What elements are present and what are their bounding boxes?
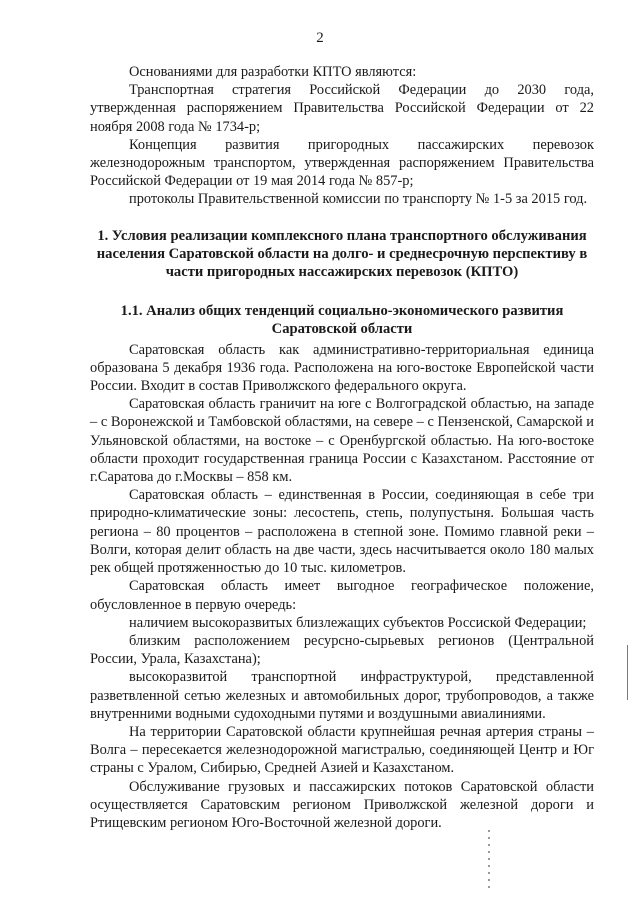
- scan-edge-mark: [627, 645, 628, 700]
- body-paragraph: Саратовская область как административно-территориальная единица образована 5 декабря 1936 года. Расположена на юго-востоке Европейской части России. Входит в состав Приволжского федерального округа.: [90, 341, 594, 395]
- body-paragraph: Саратовская область имеет выгодное географическое положение, обусловленное в первую очередь:: [90, 578, 594, 613]
- section-heading: 1. Условия реализации комплексного плана транспортного обслуживания населения Саратовской области на долго- и среднесрочную перспективу в части пригородных нассажирских перевозок (КПТО): [96, 227, 588, 281]
- page-body: [90, 63, 594, 832]
- body-paragraph: Саратовская область – единственная в России, соединяющая в себе три природно-климатические зоны: лесостепь, степь, полупустыня. Большая часть региона – 80 процентов – расположена в степной зоне. Помимо главной реки – Волги, которая делит область на две части, здесь насчитывается около 180 малых рек общей протяженностью до 10 тыс. километров.: [90, 487, 594, 577]
- basis-item: Концепция развития пригородных пассажирских перевозок железнодорожным транспортом, утвержденная распоряжением Правительства Российской Федерации от 19 мая 2014 года № 857-р;: [90, 136, 594, 190]
- scan-dots: [488, 830, 490, 890]
- subsection-heading: 1.1. Анализ общих тенденций социально-экономического развития Саратовской области: [120, 302, 564, 338]
- body-paragraph: Обслуживание грузовых и пассажирских потоков Саратовской области осуществляется Саратовским регионом Приволжской железной дороги и Ртищевским регионом Юго-Восточной железной дороги.: [90, 778, 594, 831]
- body-paragraph: Саратовская область граничит на юге с Волгоградской областью, на западе – с Воронежской и Тамбовской областями, на севере – с Пензенской, Самарской и Ульяновской областями, на востоке – с Оренбургской областью. На юго-востоке области проходит государственная граница России с Казахстаном. Расстояние от г.Саратова до г.Москвы – 858 км.: [90, 396, 594, 486]
- basis-item: протоколы Правительственной комиссии по транспорту № 1-5 за 2015 год.: [129, 191, 588, 208]
- list-item: близким расположением ресурсно-сырьевых регионов (Центральной России, Урала, Казахстана);: [90, 632, 594, 668]
- body-paragraph: На территории Саратовской области крупнейшая речная артерия страны – Волга – пересекается железнодорожной магистралью, соединяющей Центр и Юг страны с Уралом, Сибирью, Средней Азией и Казахстаном.: [90, 723, 594, 777]
- basis-item: Транспортная стратегия Российской Федерации до 2030 года, утвержденная распоряжением Правительства Российской Федерации от 22 ноября 2008 года № 1734-р;: [90, 82, 594, 135]
- bases-intro: Основаниями для разработки КПТО являются:: [129, 64, 417, 80]
- list-item: высокоразвитой транспортной инфраструктурой, представленной разветвленной сетью железных и автомобильных дорог, трубопроводов, а также внутренними водными судоходными путями и воздушными авиалиниями.: [90, 669, 594, 722]
- page-number: 2: [316, 30, 324, 46]
- list-item: наличием высокоразвитых близлежащих субъектов Россиской Федерации;: [129, 614, 587, 631]
